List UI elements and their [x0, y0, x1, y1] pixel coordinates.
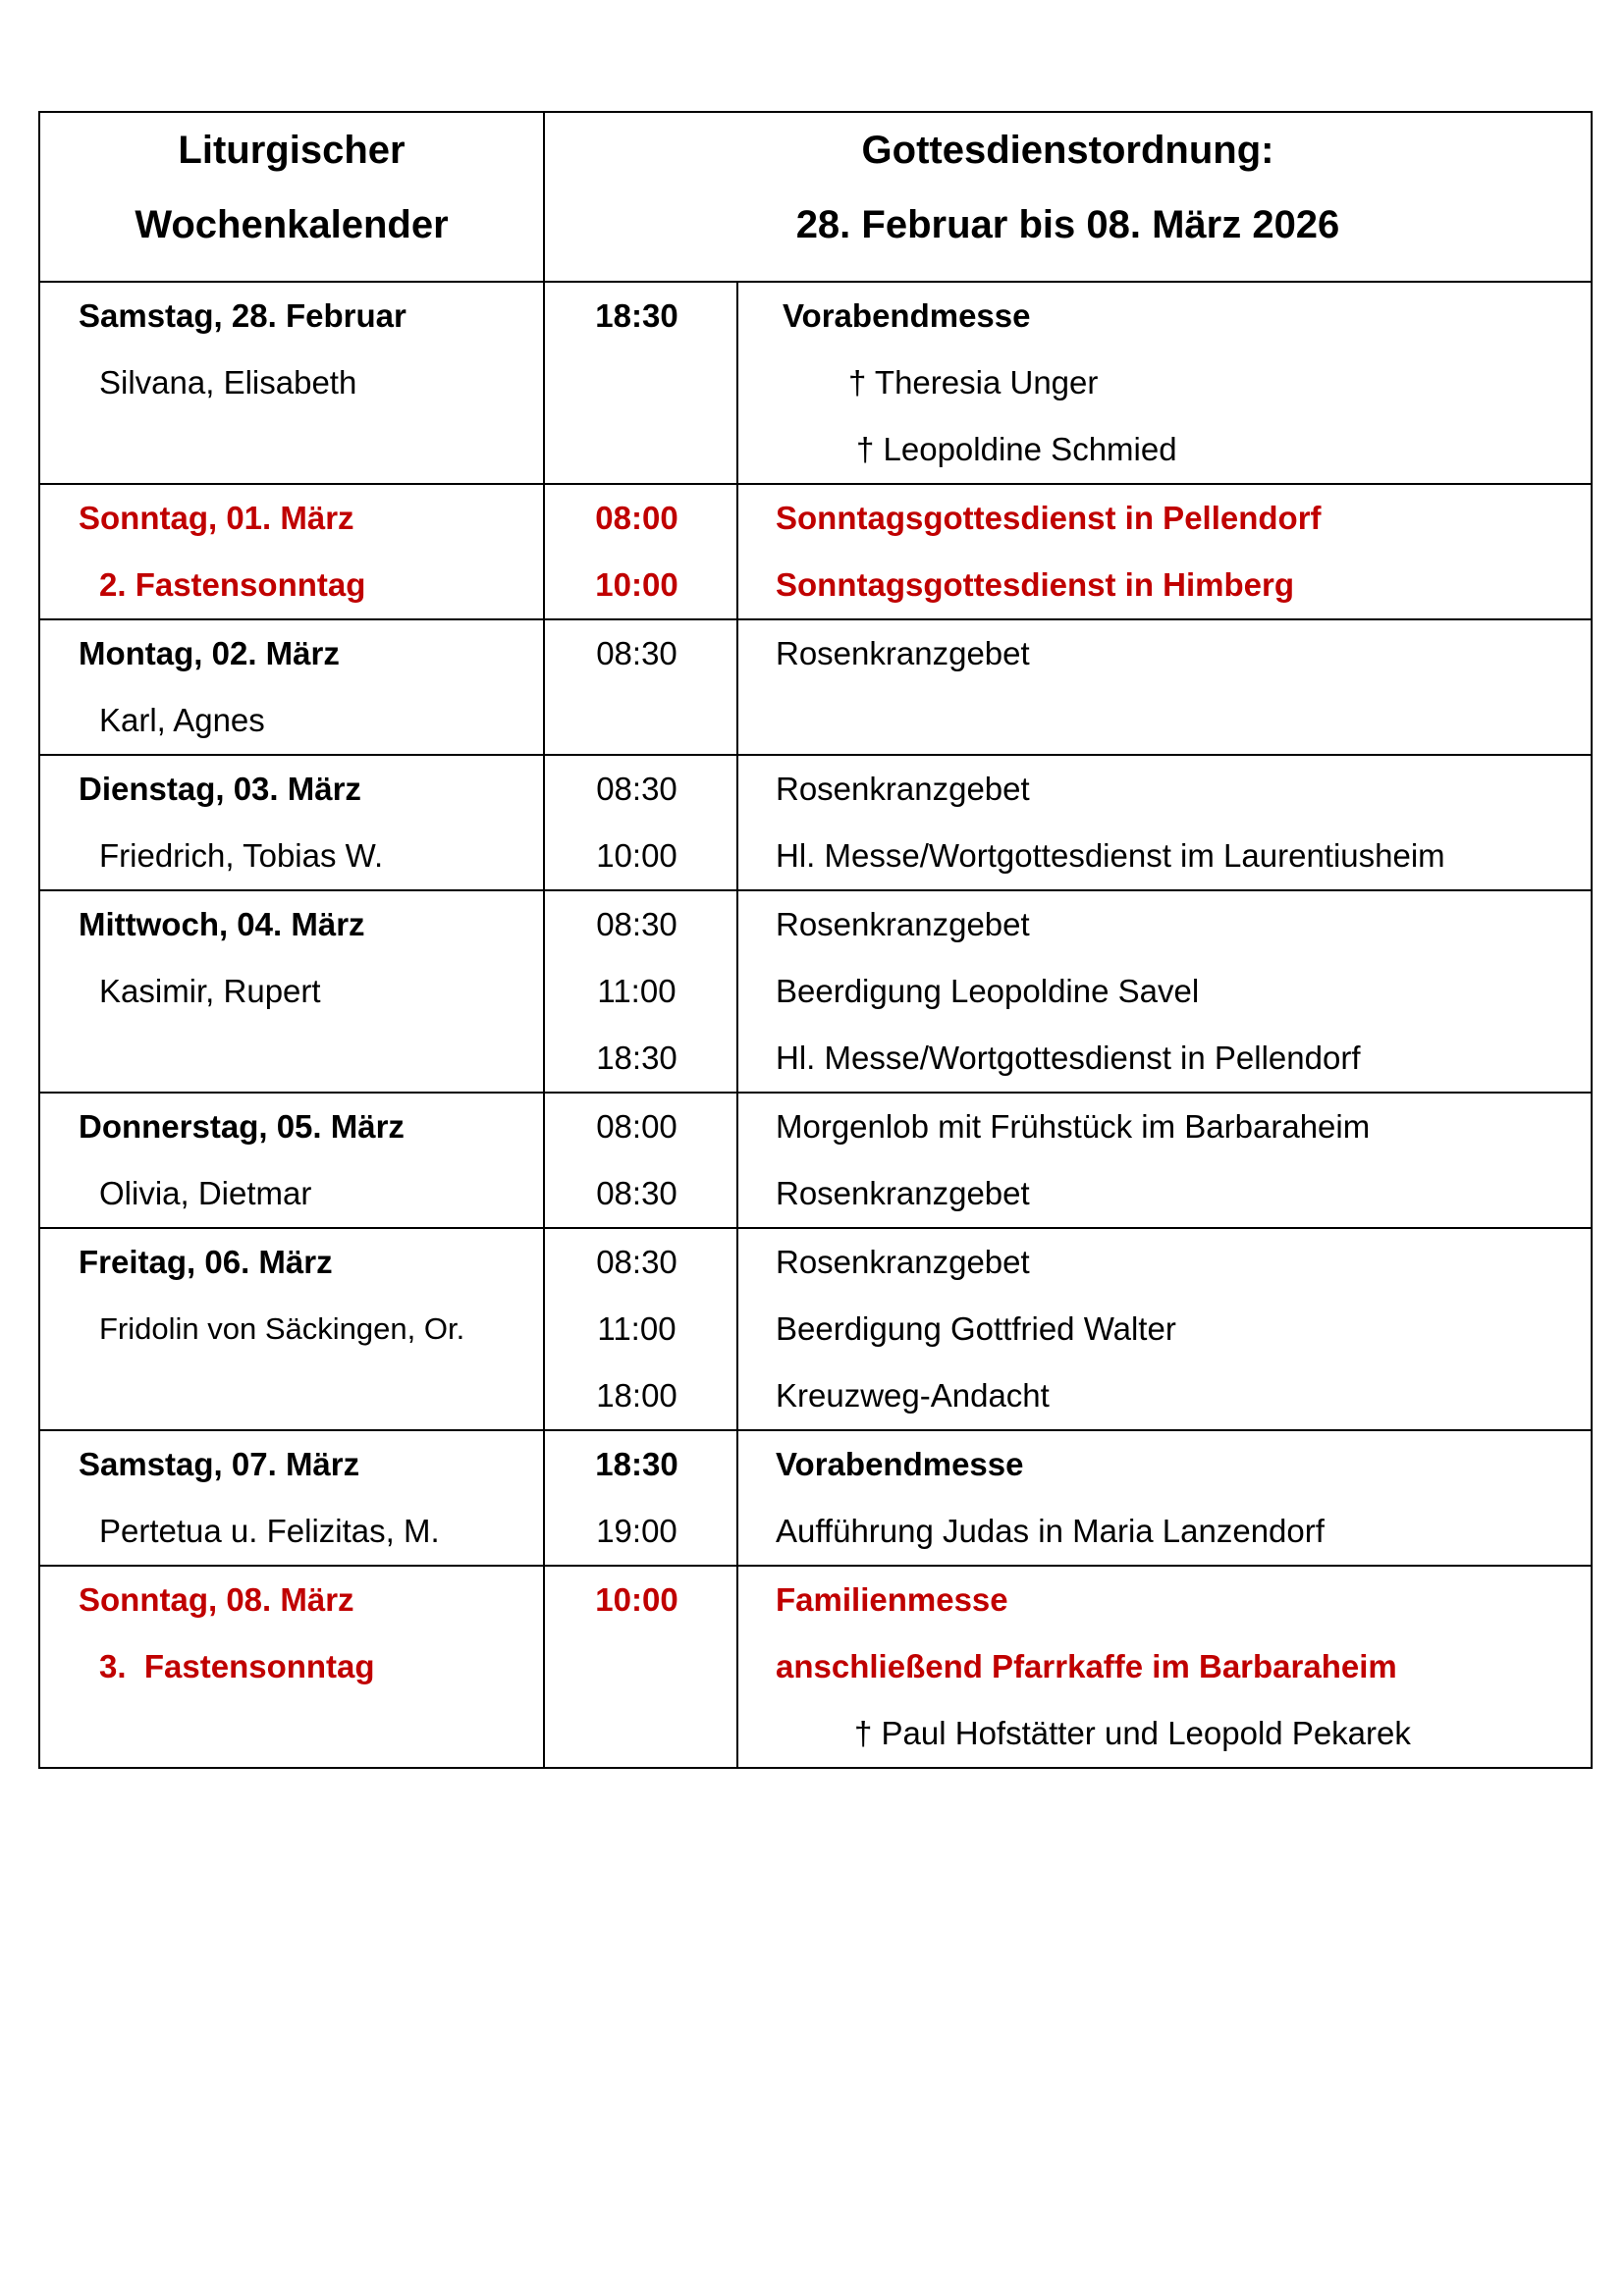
event-cell: [737, 1093, 1592, 1228]
saint-names: Olivia, Dietmar: [99, 1175, 312, 1211]
service-order-heading-line-1: Gottesdienstordnung:: [861, 129, 1274, 172]
day-row-samstag-28-februar: [39, 282, 1592, 484]
time-cell: [544, 484, 737, 619]
time-cell: [544, 1430, 737, 1566]
schedule-table: [38, 111, 1593, 1769]
saint-names: Karl, Agnes: [99, 702, 265, 738]
event-item: Hl. Messe/Wortgottesdienst in Pellendorf: [776, 1040, 1361, 1076]
service-time: 11:00: [597, 1310, 677, 1347]
event-cell: [737, 890, 1592, 1093]
event-item: Sonntagsgottesdienst in Pellendorf: [776, 500, 1322, 536]
calendar-heading: [39, 112, 544, 282]
day-row-sonntag-08-maerz: [39, 1566, 1592, 1768]
time-cell: [544, 619, 737, 755]
memorial-item: † Paul Hofstätter und Leopold Pekarek: [854, 1715, 1411, 1751]
time-cell: [544, 1093, 737, 1228]
event-item: Familienmesse: [776, 1581, 1008, 1618]
event-item: Vorabendmesse: [776, 1446, 1024, 1482]
service-time: 10:00: [596, 837, 677, 874]
service-time: 11:00: [597, 973, 677, 1009]
day-name: Mittwoch, 04. März: [79, 906, 365, 942]
day-name: Samstag, 07. März: [79, 1446, 360, 1482]
event-item: anschließend Pfarrkaffe im Barbaraheim: [776, 1648, 1397, 1684]
service-time: 08:00: [595, 500, 678, 536]
event-cell: [737, 1228, 1592, 1430]
service-time: 18:30: [596, 1040, 677, 1076]
day-name: Sonntag, 08. März: [79, 1581, 354, 1618]
day-cell: [39, 484, 544, 619]
service-time: 08:30: [596, 1244, 677, 1280]
day-name: Freitag, 06. März: [79, 1244, 333, 1280]
day-row-freitag-06-maerz: [39, 1228, 1592, 1430]
service-time: 08:30: [596, 635, 677, 671]
day-cell: [39, 1566, 544, 1768]
event-item: Beerdigung Leopoldine Savel: [776, 973, 1200, 1009]
day-name: Dienstag, 03. März: [79, 771, 361, 807]
event-item: Beerdigung Gottfried Walter: [776, 1310, 1176, 1347]
saint-names: Kasimir, Rupert: [99, 973, 321, 1009]
service-time: 08:00: [596, 1108, 677, 1145]
event-item: Rosenkranzgebet: [776, 1175, 1030, 1211]
calendar-heading-line-1: Liturgischer: [178, 129, 406, 172]
header-row: [39, 112, 1592, 282]
event-cell: [737, 1566, 1592, 1768]
service-time: 18:00: [596, 1377, 677, 1414]
time-cell: [544, 282, 737, 484]
calendar-heading-line-2: Wochenkalender: [135, 203, 449, 246]
feast-name: 2. Fastensonntag: [99, 566, 366, 603]
event-item: Sonntagsgottesdienst in Himberg: [776, 566, 1295, 603]
day-cell: [39, 619, 544, 755]
day-row-mittwoch-04-maerz: [39, 890, 1592, 1093]
day-row-donnerstag-05-maerz: [39, 1093, 1592, 1228]
day-row-sonntag-01-maerz: [39, 484, 1592, 619]
memorial-item: † Theresia Unger: [848, 364, 1099, 400]
day-cell: [39, 1430, 544, 1566]
service-time: 19:00: [596, 1513, 677, 1549]
saint-names: Friedrich, Tobias W.: [99, 837, 384, 874]
service-time: 10:00: [595, 566, 678, 603]
time-cell: [544, 1228, 737, 1430]
event-item: Rosenkranzgebet: [776, 906, 1030, 942]
event-item: Kreuzweg-Andacht: [776, 1377, 1050, 1414]
event-item: Rosenkranzgebet: [776, 1244, 1030, 1280]
event-item: Rosenkranzgebet: [776, 635, 1030, 671]
saint-names: Silvana, Elisabeth: [99, 364, 357, 400]
day-name: Donnerstag, 05. März: [79, 1108, 405, 1145]
service-time: 10:00: [595, 1581, 678, 1618]
day-name: Montag, 02. März: [79, 635, 340, 671]
service-time: 08:30: [596, 1175, 677, 1211]
event-item: Vorabendmesse: [783, 297, 1031, 334]
event-item: Aufführung Judas in Maria Lanzendorf: [776, 1513, 1325, 1549]
service-order-heading: [544, 112, 1592, 282]
day-cell: [39, 890, 544, 1093]
feast-name: 3. Fastensonntag: [99, 1648, 375, 1684]
memorial-item: † Leopoldine Schmied: [856, 431, 1177, 467]
day-cell: [39, 1228, 544, 1430]
saint-names: Fridolin von Säckingen, Or.: [99, 1311, 465, 1346]
service-order-date-range: 28. Februar bis 08. März 2026: [795, 203, 1340, 246]
day-row-dienstag-03-maerz: [39, 755, 1592, 890]
day-cell: [39, 282, 544, 484]
service-time: 18:30: [595, 1446, 678, 1482]
time-cell: [544, 1566, 737, 1768]
time-cell: [544, 755, 737, 890]
service-time: 08:30: [596, 771, 677, 807]
event-cell: [737, 755, 1592, 890]
event-cell: [737, 1430, 1592, 1566]
saint-names: Pertetua u. Felizitas, M.: [99, 1513, 440, 1549]
day-name: Samstag, 28. Februar: [79, 297, 406, 334]
day-cell: [39, 755, 544, 890]
day-row-montag-02-maerz: [39, 619, 1592, 755]
service-time: 08:30: [596, 906, 677, 942]
service-time: 18:30: [595, 297, 678, 334]
day-row-samstag-07-maerz: [39, 1430, 1592, 1566]
event-cell: [737, 484, 1592, 619]
event-item: Hl. Messe/Wortgottesdienst im Laurentiusheim: [776, 837, 1445, 874]
event-cell: [737, 619, 1592, 755]
event-item: Morgenlob mit Frühstück im Barbaraheim: [776, 1108, 1371, 1145]
event-cell: [737, 282, 1592, 484]
time-cell: [544, 890, 737, 1093]
day-cell: [39, 1093, 544, 1228]
event-item: Rosenkranzgebet: [776, 771, 1030, 807]
day-name: Sonntag, 01. März: [79, 500, 354, 536]
